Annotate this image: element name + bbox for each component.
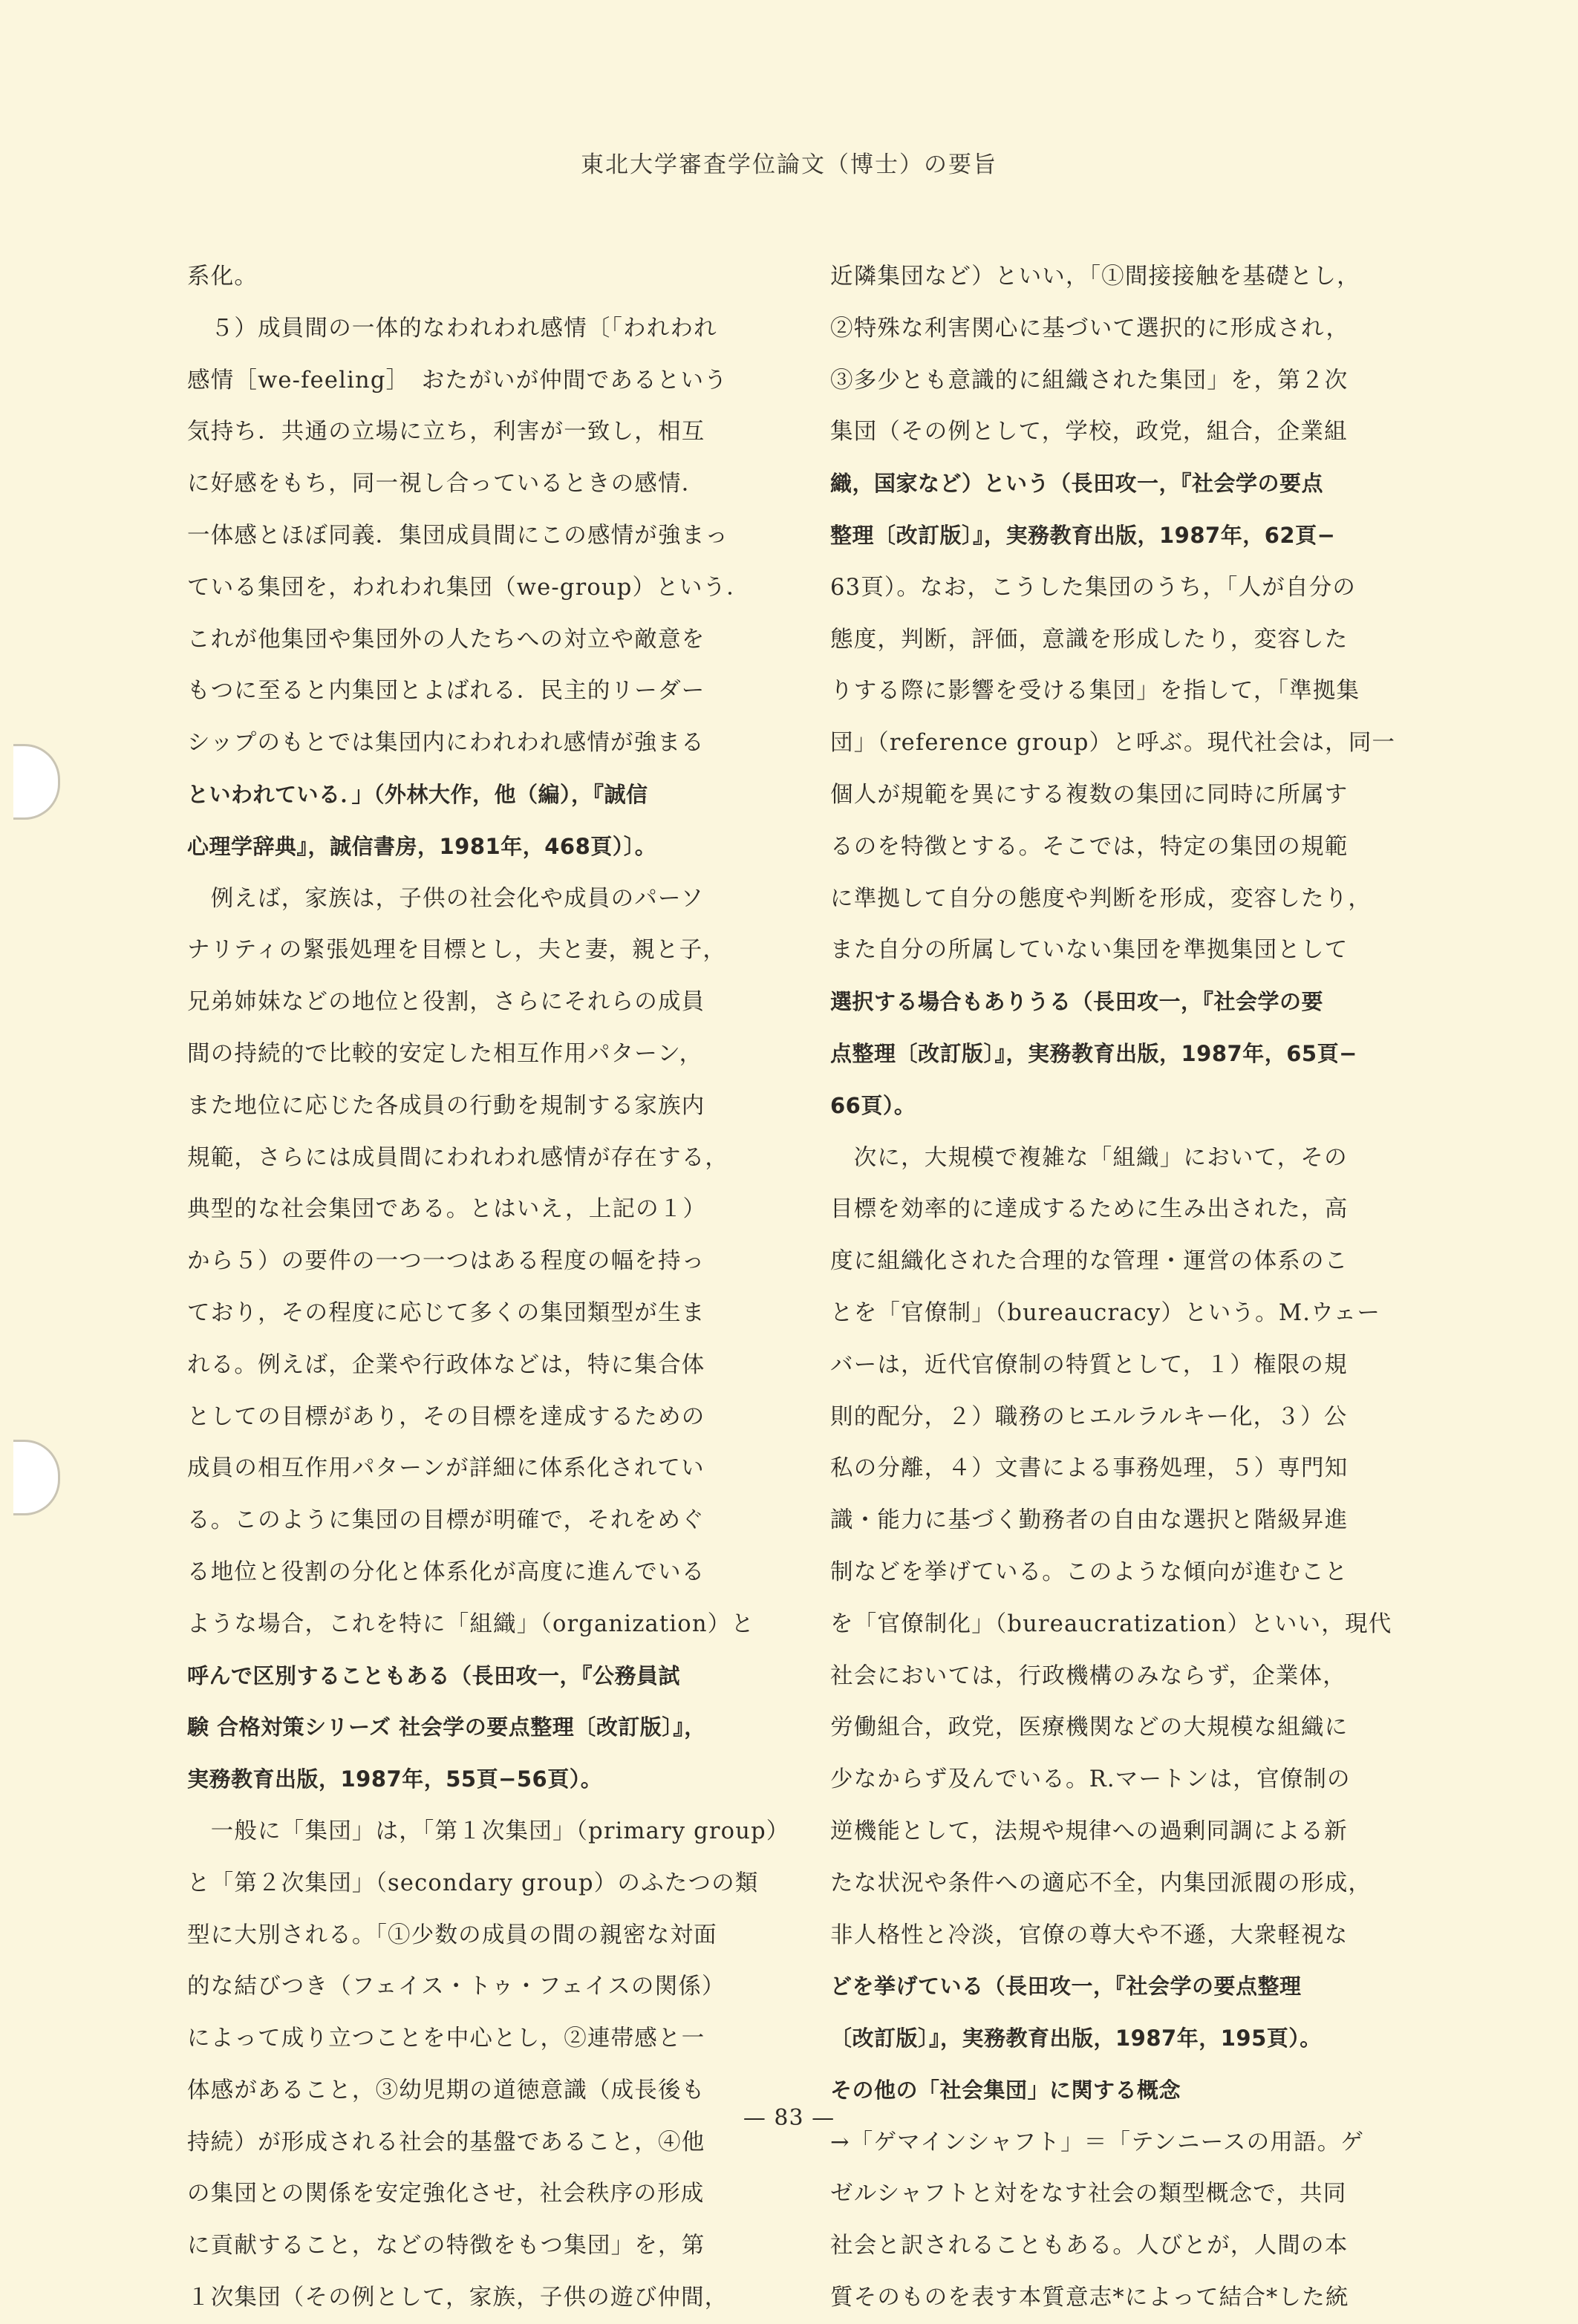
text-line: ５）成員間の一体的なわれわれ感情〔「われわれ <box>187 315 717 342</box>
text-line: といわれている．」（外林大作，他（編），『誠信 <box>187 781 648 807</box>
text-line: 織，国家など）という（長田攻一，『社会学の要点 <box>830 471 1324 497</box>
text-line: ナリティの緊張処理を目標とし，夫と妻，親と子， <box>187 937 727 964</box>
text-line: に好感をもち，同一視し合っているときの感情． <box>187 471 705 497</box>
text-line: る。このように集団の目標が明確で，それをめぐ <box>187 1507 705 1534</box>
text-line: 型に大別される。「①少数の成員の間の親密な対面 <box>187 1922 717 1948</box>
text-line: としての目標があり，その目標を達成するための <box>187 1403 705 1430</box>
text-line: もつに至ると内集団とよばれる．民主的リーダー <box>187 678 705 705</box>
text-line: 非人格性と冷淡，官僚の尊大や不遜，大衆軽視な <box>830 1922 1349 1948</box>
page-number: — 83 — <box>743 2105 835 2131</box>
text-line: 選択する場合もありうる（長田攻一，『社会学の要 <box>830 989 1324 1015</box>
text-line: 識・能力に基づく勤務者の自由な選択と階級昇進 <box>830 1507 1349 1534</box>
text-line: に貢献すること，などの特徴をもつ集団」を，第 <box>187 2233 705 2259</box>
text-line: たな状況や条件への適応不全，内集団派閥の形成， <box>830 1870 1372 1896</box>
text-line: 近隣集団など）といい，「①間接接触を基礎とし， <box>830 264 1360 290</box>
text-line: 集団（その例として，学校，政党，組合，企業組 <box>830 419 1348 445</box>
text-line: 66頁）。 <box>830 1092 916 1118</box>
text-line: 次に，大規模で複雑な「組織」において，その <box>830 1144 1348 1171</box>
text-line: るのを特徴とする。そこでは，特定の集団の規範 <box>830 833 1349 860</box>
text-line: ②特殊な利害関心に基づいて選択的に形成され， <box>830 315 1350 342</box>
text-line: 成員の相互作用パターンが詳細に体系化されてい <box>187 1455 705 1482</box>
text-line: 度に組織化された合理的な管理・運営の体系のこ <box>830 1248 1349 1275</box>
text-line: 験 合格対策シリーズ 社会学の要点整理〔改訂版〕』， <box>187 1714 706 1740</box>
text-line: と「第２次集団」（secondary group）のふたつの類 <box>187 1870 759 1896</box>
punch-hole <box>13 1440 60 1515</box>
text-line: 呼んで区別することもある（長田攻一，『公務員試 <box>187 1662 681 1688</box>
text-line: 個人が規範を異にする複数の集団に同時に所属す <box>830 781 1349 808</box>
text-line: 〔改訂版〕』，実務教育出版，1987年，195頁）。 <box>830 2026 1322 2052</box>
text-line: る地位と役割の分化と体系化が高度に進んでいる <box>187 1558 705 1585</box>
left-column <box>187 251 796 2324</box>
text-line: シップのもとでは集団内にわれわれ感情が強まる <box>187 730 705 757</box>
text-line: 則的配分，２）職務のヒエルラルキー化，３）公 <box>830 1403 1348 1430</box>
text-line: これが他集団や集団外の人たちへの対立や敵意を <box>187 626 705 653</box>
page-header: 東北大学審査学位論文（博士）の要旨 <box>581 151 997 178</box>
text-line: また地位に応じた各成員の行動を規制する家族内 <box>187 1092 705 1119</box>
text-line: 持続）が形成される社会的基盤であること，④他 <box>187 2129 705 2155</box>
text-line: ような場合，これを特に「組織」（organization）と <box>187 1610 755 1637</box>
text-line: また自分の所属していない集団を準拠集団として <box>830 937 1349 964</box>
text-line: ており，その程度に応じて多くの集団類型が生ま <box>187 1299 705 1326</box>
text-line: 団」（reference group）と呼ぶ。現代社会は，同一 <box>830 730 1396 757</box>
text-line: 兄弟姉妹などの地位と役割，さらにそれらの成員 <box>187 989 705 1016</box>
text-line: 態度，判断，評価，意識を形成したり，変容した <box>830 626 1349 653</box>
text-line: に準拠して自分の態度や判断を形成，変容したり， <box>830 885 1372 912</box>
text-line: →「ゲマインシャフト」＝「テンニースの用語。ゲ <box>830 2129 1365 2155</box>
text-line: 社会と訳されることもある。人びとが，人間の本 <box>830 2233 1349 2259</box>
text-line: 規範，さらには成員間にわれわれ感情が存在する， <box>187 1144 729 1171</box>
text-line: その他の「社会集団」に関する概念 <box>830 2077 1181 2103</box>
text-line: とを「官僚制」（bureaucracy）という。M.ウェー <box>830 1299 1381 1326</box>
text-line: れる。例えば，企業や行政体などは，特に集合体 <box>187 1351 705 1378</box>
text-line: バーは，近代官僚制の特質として，１）権限の規 <box>830 1351 1348 1378</box>
text-line: どを挙げている（長田攻一，『社会学の要点整理 <box>830 1974 1302 2000</box>
text-line: によって成り立つことを中心とし，②連帯感と一 <box>187 2026 705 2052</box>
text-line: 実務教育出版，1987年，55頁−56頁）。 <box>187 1766 603 1792</box>
text-line: 間の持続的で比較的安定した相互作用パターン， <box>187 1040 703 1067</box>
text-line: 一般に「集団」は，「第１次集団」（primary group） <box>187 1818 790 1844</box>
text-line: 一体感とほぼ同義．集団成員間にこの感情が強まっ <box>187 522 729 549</box>
text-line: から５）の要件の一つ一つはある程度の幅を持っ <box>187 1248 705 1275</box>
right-column <box>830 251 1439 2324</box>
text-line: 系化。 <box>187 264 258 290</box>
text-line: 点整理〔改訂版〕』，実務教育出版，1987年，65頁− <box>830 1040 1357 1066</box>
text-line: 社会においては，行政機構のみならず，企業体， <box>830 1662 1346 1689</box>
text-line: 63頁）。なお，こうした集団のうち，「人が自分の <box>830 574 1357 601</box>
text-line: 的な結びつき（フェイス・トゥ・フェイスの関係） <box>187 1974 726 2000</box>
text-line: ③多少とも意識的に組織された集団」を，第２次 <box>830 367 1349 394</box>
text-line: 気持ち．共通の立場に立ち，利害が一致し，相互 <box>187 419 705 445</box>
text-line: 感情［we-feeling］ おたがいが仲間であるという <box>187 367 728 394</box>
text-line: りする際に影響を受ける集団」を指して，「準拠集 <box>830 678 1360 705</box>
text-line: 労働組合，政党，医療機関などの大規模な組織に <box>830 1714 1349 1741</box>
text-line: ている集団を，われわれ集団（we-group）という． <box>187 574 750 601</box>
punch-hole <box>13 744 60 820</box>
text-line: を「官僚制化」（bureaucratization）といい，現代 <box>830 1610 1392 1637</box>
text-line: 制などを挙げている。このような傾向が進むこと <box>830 1558 1349 1585</box>
text-line: 逆機能として，法規や規律への過剰同調による新 <box>830 1818 1348 1844</box>
text-line: 心理学辞典』，誠信書房，1981年，468頁）〕。 <box>187 833 657 859</box>
text-line: 整理〔改訂版〕』，実務教育出版，1987年，62頁− <box>830 522 1336 548</box>
text-line: 質そのものを表す本質意志*によって結合*した統 <box>830 2285 1349 2311</box>
text-line: 典型的な社会集団である。とはいえ，上記の１） <box>187 1196 707 1223</box>
text-line: 体感があること，③幼児期の道徳意識（成長後も <box>187 2077 705 2103</box>
text-line: 目標を効率的に達成するために生み出された，高 <box>830 1196 1349 1223</box>
text-line: の集団との関係を安定強化させ，社会秩序の形成 <box>187 2181 705 2207</box>
text-line: 少なからず及んでいる。R.マートンは，官僚制の <box>830 1766 1351 1793</box>
text-line: １次集団（その例として，家族，子供の遊び仲間， <box>187 2285 728 2311</box>
text-line: 私の分離，４）文書による事務処理，５）専門知 <box>830 1455 1349 1482</box>
text-line: ゼルシャフトと対をなす社会の類型概念で，共同 <box>830 2181 1347 2207</box>
text-line: 例えば，家族は，子供の社会化や成員のパーソ <box>187 885 705 912</box>
